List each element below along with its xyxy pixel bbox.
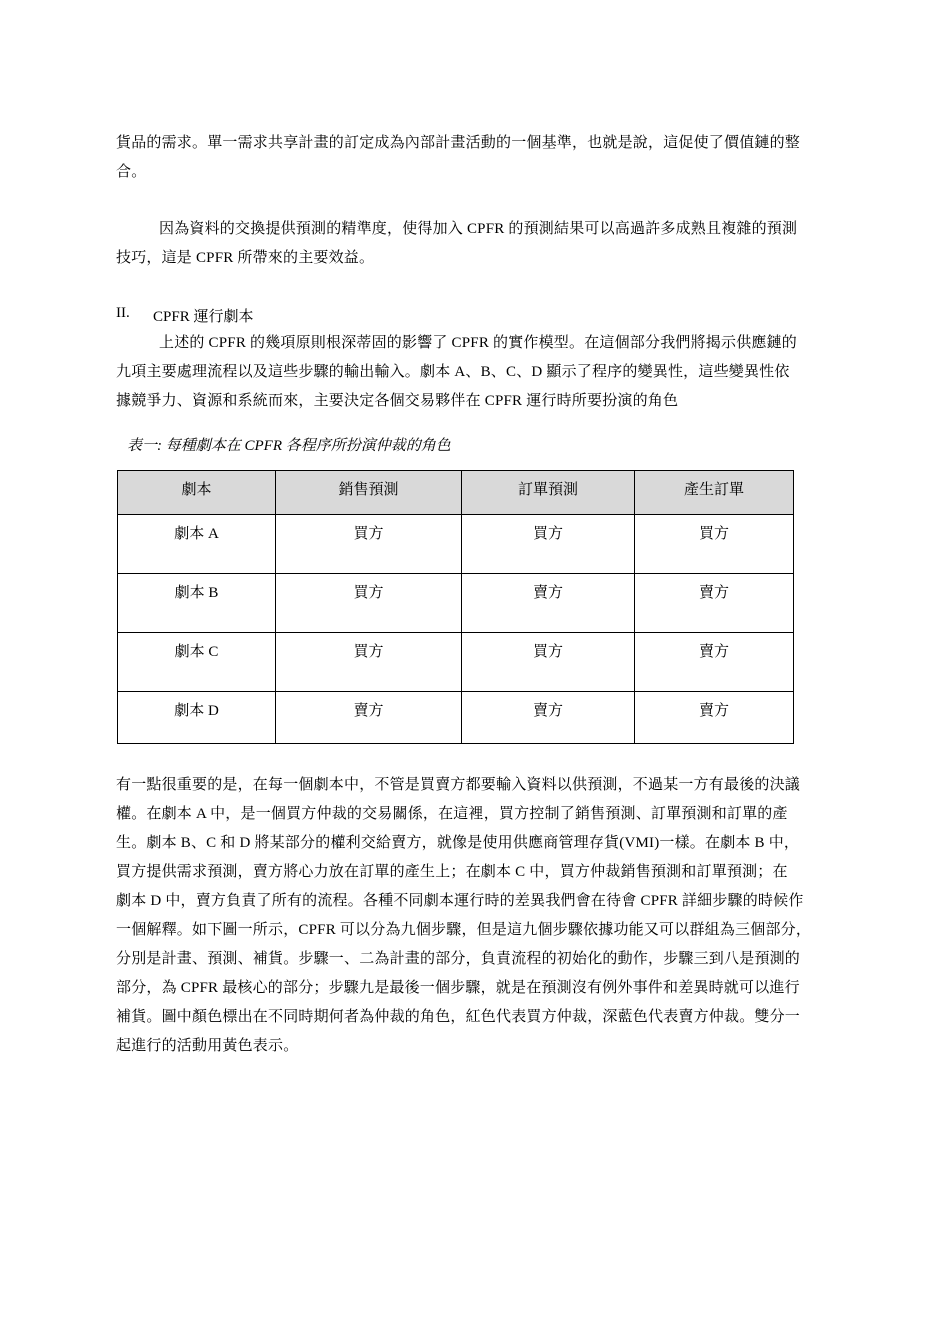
text-line: 權。在劇本 A 中，是一個買方仲裁的交易關係，在這裡，買方控制了銷售預測、訂單預測和訂單的產 bbox=[116, 806, 788, 822]
table-header: 劇本 bbox=[118, 471, 276, 515]
text-line: 買方提供需求預測，賣方將心力放在訂單的產生上；在劇本 C 中，買方仲裁銷售預測和訂單預測；在 bbox=[116, 864, 788, 880]
table-cell: 賣方 bbox=[462, 692, 635, 744]
table-cell: 賣方 bbox=[635, 633, 794, 692]
table-row bbox=[118, 633, 794, 692]
table-cell: 買方 bbox=[635, 515, 794, 574]
text-line: 技巧，這是 CPFR 所帶來的主要效益。 bbox=[116, 250, 375, 266]
table-cell: 劇本 B bbox=[118, 574, 276, 633]
text-line: 因為資料的交換提供預測的精準度，使得加入 CPFR 的預測結果可以高過許多成熟且複雜的預測 bbox=[159, 221, 798, 237]
roles-table bbox=[117, 470, 794, 744]
text-line: 一個解釋。如下圖一所示，CPFR 可以分為九個步驟，但是這九個步驟依據功能又可以群組為三個部分， bbox=[116, 922, 812, 938]
table-cell: 賣方 bbox=[635, 574, 794, 633]
table-cell: 劇本 A bbox=[118, 515, 276, 574]
text-line: 劇本 D 中，賣方負責了所有的流程。各種不同劇本運行時的差異我們會在待會 CPFR 詳細步驟的時候作 bbox=[116, 893, 804, 909]
table-header-row bbox=[118, 471, 794, 515]
table-row bbox=[118, 515, 794, 574]
table-cell: 賣方 bbox=[462, 574, 635, 633]
table-caption: 表一: 每種劇本在 CPFR 各程序所扮演仲裁的角色 bbox=[127, 438, 451, 454]
table-cell: 劇本 C bbox=[118, 633, 276, 692]
table-cell: 劇本 D bbox=[118, 692, 276, 744]
text-line: 生。劇本 B、C 和 D 將某部分的權利交給賣方，就像是使用供應商管理存貨(VMI)一樣。在劇本 B 中， bbox=[116, 835, 800, 851]
table-cell: 賣方 bbox=[276, 692, 462, 744]
text-line: 據競爭力、資源和系統而來，主要決定各個交易夥伴在 CPFR 運行時所要扮演的角色 bbox=[116, 393, 679, 409]
table-cell: 買方 bbox=[276, 574, 462, 633]
section-number: II. bbox=[116, 305, 130, 321]
table-header: 產生訂單 bbox=[635, 471, 794, 515]
text-line: 起進行的活動用黃色表示。 bbox=[116, 1038, 299, 1054]
table-cell: 賣方 bbox=[635, 692, 794, 744]
table-row bbox=[118, 574, 794, 633]
table-cell: 買方 bbox=[276, 515, 462, 574]
table-header: 銷售預測 bbox=[276, 471, 462, 515]
text-line: 合。 bbox=[116, 164, 147, 180]
text-line: 貨品的需求。單一需求共享計畫的訂定成為內部計畫活動的一個基準，也就是說，這促使了價值鏈的整 bbox=[116, 135, 801, 151]
text-line: 分別是計畫、預測、補貨。步驟一、二為計畫的部分，負責流程的初始化的動作，步驟三到八是預測的 bbox=[116, 951, 801, 967]
table-cell: 買方 bbox=[462, 633, 635, 692]
section-title: CPFR 運行劇本 bbox=[153, 309, 254, 325]
table-cell: 買方 bbox=[462, 515, 635, 574]
table-row bbox=[118, 692, 794, 744]
text-line: 九項主要處理流程以及這些步驟的輸出輸入。劇本 A、B、C、D 顯示了程序的變異性，這些變異性依 bbox=[116, 364, 790, 380]
text-line: 上述的 CPFR 的幾項原則根深蒂固的影響了 CPFR 的實作模型。在這個部分我們將揭示供應鏈的 bbox=[159, 335, 797, 351]
text-line: 有一點很重要的是，在每一個劇本中，不管是買賣方都要輸入資料以供預測，不過某一方有最後的決議 bbox=[116, 777, 801, 793]
table-header: 訂單預測 bbox=[462, 471, 635, 515]
table-cell: 買方 bbox=[276, 633, 462, 692]
text-line: 補貨。圖中顏色標出在不同時期何者為仲裁的角色，紅色代表買方仲裁，深藍色代表賣方仲裁。雙分一 bbox=[116, 1009, 801, 1025]
text-line: 部分，為 CPFR 最核心的部分；步驟九是最後一個步驟，就是在預測沒有例外事件和差異時就可以進行 bbox=[116, 980, 800, 996]
